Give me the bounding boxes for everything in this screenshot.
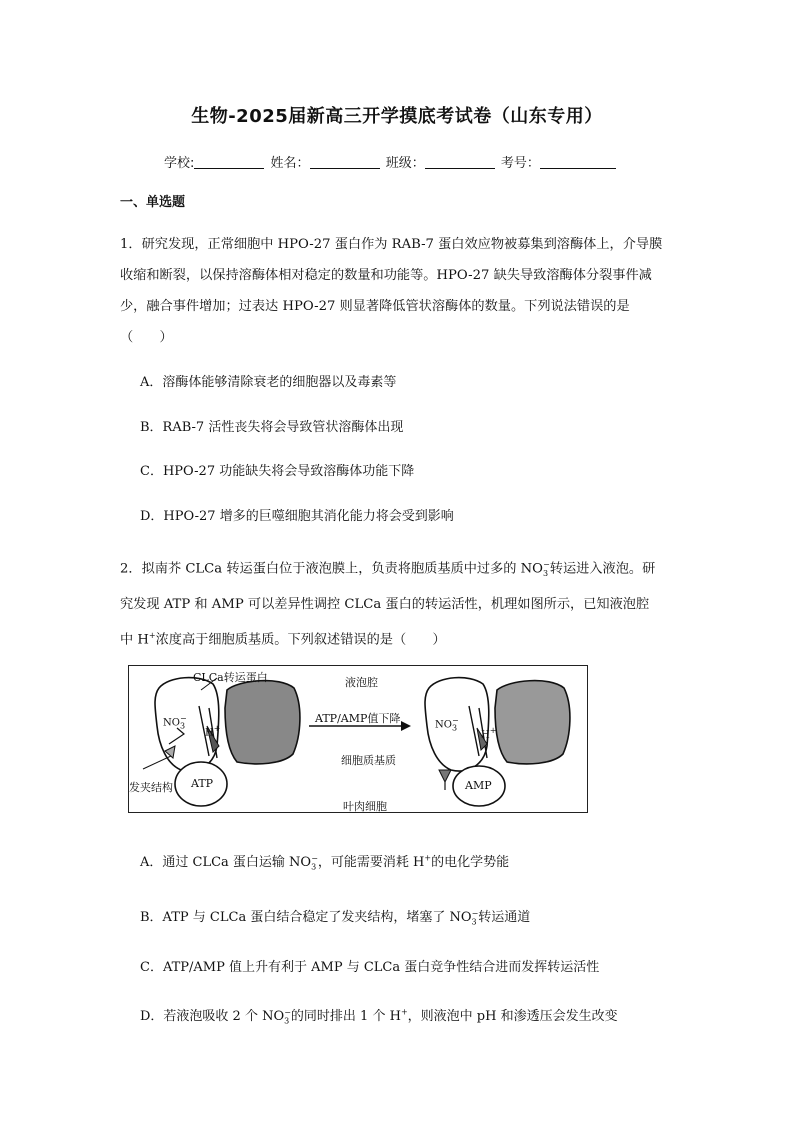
right-no3-label: $NO_3^-$ [435, 716, 459, 733]
cytoplasm-label: 细胞质基质 [341, 754, 396, 767]
q2-line-1: 2．拟南芥 CLCa 转运蛋白位于液泡膜上，负责将胞质基质中过多的 $NO_3^-$转运进入液泡。研 [120, 560, 656, 579]
atp-label: ATP [191, 777, 214, 790]
question-2-stem [120, 549, 665, 655]
right-dark-vacuole [495, 681, 570, 764]
right-h-label: H+ [481, 726, 497, 741]
class-field[interactable] [425, 155, 495, 169]
school-label: 学校: [164, 156, 195, 171]
q2-line-2: 究发现 ATP 和 AMP 可以差异性调控 CLCa 蛋白的转运活性，机理如图所示，已知液泡腔 [120, 597, 650, 613]
q2-option-b[interactable]: B．ATP 与 CLCa 蛋白结合稳定了发夹结构，堵塞了 $NO_3^-$转运通道 [140, 908, 531, 927]
left-no3-label: $NO_3^-$ [163, 714, 187, 731]
left-dark-vacuole [225, 681, 300, 764]
school-field[interactable] [194, 155, 264, 169]
question-1-stem [120, 229, 665, 353]
amp-label: AMP [465, 779, 492, 792]
q2-option-d[interactable]: D．若液泡吸收 2 个 $NO_3^-$的同时排出 1 个 H+，则液泡中 pH 和渗透压会发生改变 [140, 1007, 618, 1026]
hairpin-pointer [143, 756, 171, 769]
name-label: 姓名： [270, 156, 310, 171]
q1-line-1: 1．研究发现，正常细胞中 HPO-27 蛋白作为 RAB-7 蛋白效应物被募集到溶酶体上，介导膜 [120, 237, 663, 252]
q2-option-a[interactable]: A．通过 CLCa 蛋白运输 $NO_3^-$，可能需要消耗 H+的电化学势能 [140, 853, 510, 872]
q1-line-2: 收缩和断裂，以保持溶酶体相对稳定的数量和功能等。HPO-27 缺失导致溶酶体分裂事件减 [120, 268, 652, 283]
q2-option-c[interactable]: C．ATP/AMP 值上升有利于 AMP 与 CLCa 蛋白竞争性结合进而发挥转运活性 [140, 960, 600, 975]
exam-number-field[interactable] [540, 155, 616, 169]
hairpin-right [439, 770, 451, 782]
exam-number-label: 考号： [500, 156, 540, 171]
q1-option-d[interactable]: D．HPO-27 增多的巨噬细胞其消化能力将会受到影响 [140, 509, 454, 524]
class-label: 班级： [385, 156, 425, 171]
exam-title: 生物-2025届新高三开学摸底考试卷（山东专用） [191, 106, 603, 127]
left-h-label: H+ [205, 724, 221, 739]
name-field[interactable] [310, 155, 380, 169]
vacuole-lumen-label: 液泡腔 [345, 676, 378, 689]
q1-option-a[interactable]: A．溶酶体能够清除衰老的细胞器以及毒素等 [140, 375, 397, 390]
arrow-head-icon [401, 721, 411, 731]
q2-line-3: 中 H+浓度高于细胞质基质。下列叙述错误的是（ ） [120, 631, 446, 648]
student-info-line [164, 152, 618, 171]
q1-line-4: （ ） [120, 330, 173, 345]
clca-mechanism-figure [128, 665, 588, 813]
q1-line-3: 少，融合事件增加；过表达 HPO-27 则显著降低管状溶酶体的数量。下列说法错误的是 [120, 299, 630, 314]
section-heading: 一、单选题 [120, 195, 186, 210]
q1-option-b[interactable]: B．RAB-7 活性丧失将会导致管状溶酶体出现 [140, 420, 404, 435]
clca-label: CLCa转运蛋白 [193, 671, 268, 684]
mesophyll-label: 叶肉细胞 [343, 800, 387, 813]
q1-option-c[interactable]: C．HPO-27 功能缺失将会导致溶酶体功能下降 [140, 464, 415, 479]
arrow-label: ATP/AMP值下降 [315, 712, 401, 725]
hairpin-label: 发夹结构 [129, 781, 173, 794]
